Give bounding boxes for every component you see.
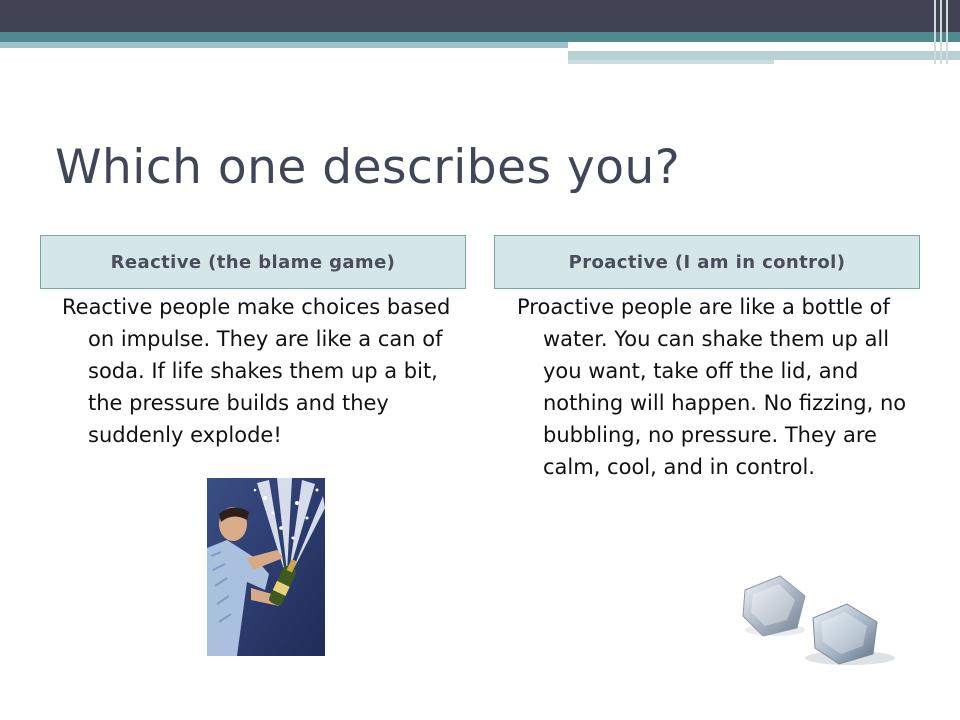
top-banner-teal <box>0 32 960 42</box>
proactive-header: Proactive (I am in control) <box>494 235 920 289</box>
reactive-description: Reactive people make choices based on impulse. They are like a can of soda. If life shakes them up a bit, the pressure builds and they suddenly explode! <box>62 295 451 447</box>
banner-edge-line <box>946 0 948 64</box>
slide-title: Which one describes you? <box>55 140 681 195</box>
top-banner-light <box>0 42 568 48</box>
top-banner-lower-strip-short <box>568 60 774 64</box>
reactive-header: Reactive (the blame game) <box>40 235 466 289</box>
top-banner-lower-strip <box>568 51 960 60</box>
man-spraying-champagne-photo <box>207 478 325 656</box>
banner-edge-line <box>940 0 942 64</box>
top-banner-dark <box>0 0 960 32</box>
banner-edge-line <box>934 0 936 64</box>
proactive-description: Proactive people are like a bottle of water. You can shake them up all you want, take off the lid, and nothing will happen. No fizzing, no bubbling, no pressure. They are calm, cool, and in control. <box>517 295 907 479</box>
ice-cubes-image <box>735 570 905 670</box>
